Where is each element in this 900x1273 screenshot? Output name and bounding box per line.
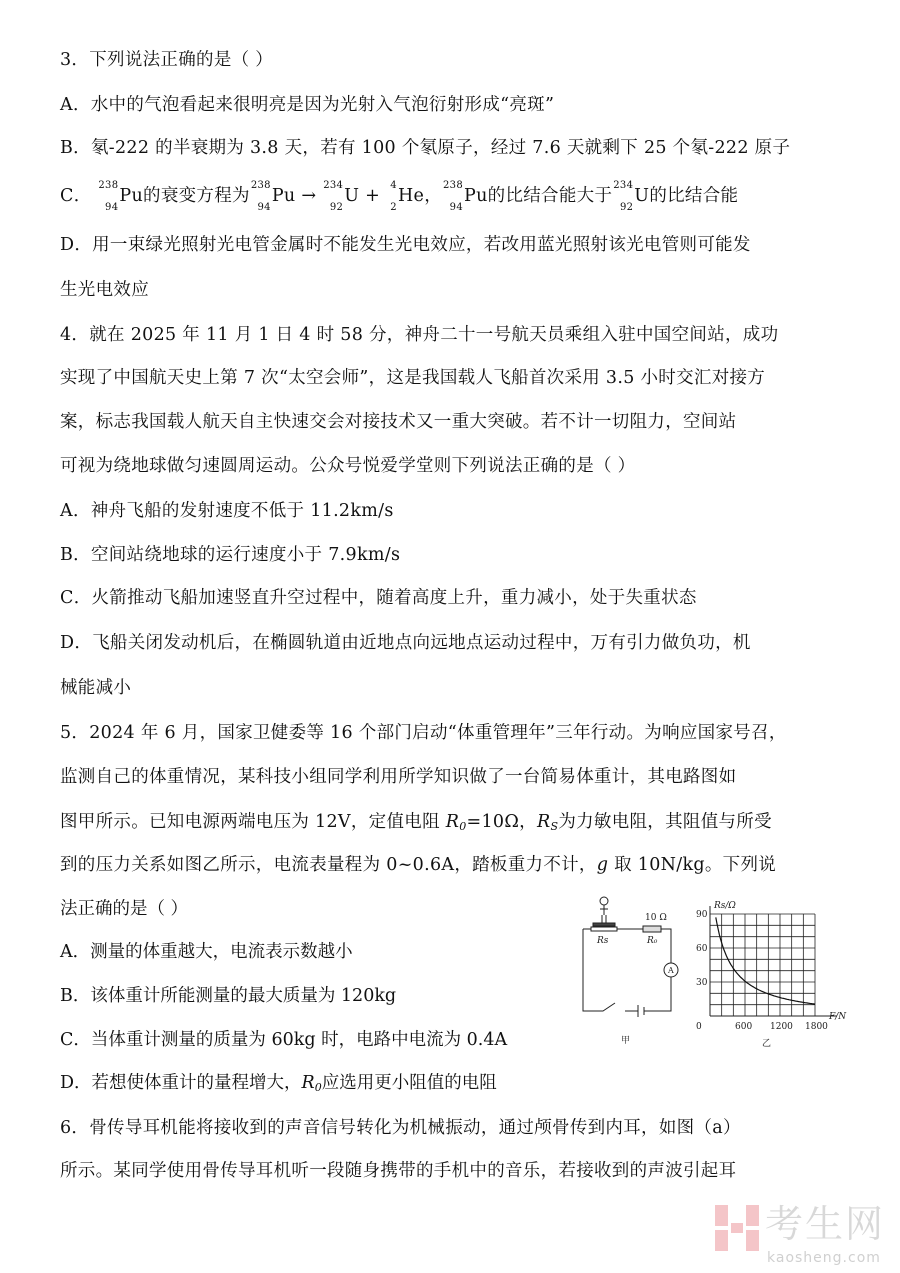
y-tick-label: 60: [696, 944, 708, 954]
graph-caption: 乙: [762, 1039, 772, 1049]
q4-option-d-cont: 械能减小: [60, 678, 132, 698]
q4-stem-3: 案，标志我国载人航天自主快速交会对接技术又一重大突破。若不计一切阻力，空间站: [60, 412, 737, 432]
watermark-site: kaosheng.com: [767, 1250, 881, 1266]
element: Pu: [271, 186, 296, 206]
q3-option-c: [60, 180, 739, 213]
q3-stem: 3．下列说法正确的是（ ）: [60, 50, 274, 70]
text: 的衰变方程为: [143, 186, 250, 206]
element: Pu: [119, 186, 144, 206]
rs-resistor: [591, 927, 617, 931]
r0-label: R₀: [647, 936, 658, 946]
q5-stem-1: 5．2024 年 6 月，国家卫健委等 16 个部门启动“体重管理年”三年行动。为响应国家号召，: [60, 723, 787, 743]
q4-stem-2: 实现了中国航天史上第 7 次“太空会师”，这是我国载人飞船首次采用 3.5 小时交汇对接方: [60, 368, 766, 388]
nuclide: 4 2: [390, 180, 397, 213]
element: He: [397, 186, 425, 206]
pedal: [593, 923, 615, 926]
q3-option-b: B．氡-222 的半衰期为 3.8 天，若有 100 个氡原子，经过 7.6 天就剩下 25 个氡-222 原子: [60, 138, 791, 158]
element: U: [634, 186, 650, 206]
arrow: →: [295, 186, 323, 206]
watermark-logo-icon: [715, 1205, 759, 1251]
nuclide: 238 94: [250, 180, 271, 213]
resistor-value: 10 Ω: [645, 913, 667, 923]
q5-option-d: D．若想使体重计的量程增大，$R_0$应选用更小阻值的电阻: [60, 1073, 497, 1094]
q4-stem-4: 可视为绕地球做匀速圆周运动。公众号悦爱学堂则下列说法正确的是（ ）: [60, 456, 636, 476]
resistance-force-graph: [696, 901, 847, 1049]
x-tick-label: 1800: [805, 1022, 828, 1032]
x-tick-label: 0: [696, 1022, 702, 1032]
q5-option-b: B．该体重计所能测量的最大质量为 120kg: [60, 986, 397, 1006]
q5-stem-4: 到的压力关系如图乙所示，电流表量程为 0~0.6A，踏板重力不计，g 取 10N/kg。下列说: [60, 855, 777, 875]
text: ，: [424, 186, 442, 206]
curve: [716, 917, 815, 1004]
label: C．: [60, 186, 92, 206]
rs-label: Rs: [597, 936, 609, 946]
r0-resistor: [643, 926, 661, 932]
person-body: [600, 905, 608, 923]
q4-option-b: B．空间站绕地球的运行速度小于 7.9km/s: [60, 545, 401, 565]
circuit-diagram: [583, 897, 678, 1046]
ammeter-label: A: [668, 966, 674, 975]
x-tick-label: 1200: [770, 1022, 793, 1032]
q4-option-c: C．火箭推动飞船加速竖直升空过程中，随着高度上升，重力减小，处于失重状态: [60, 588, 697, 608]
q6-stem-2: 所示。某同学使用骨传导耳机听一段随身携带的手机中的音乐，若接收到的声波引起耳: [60, 1161, 737, 1181]
q5-option-a: A．测量的体重越大，电流表示数越小: [60, 942, 353, 962]
nuclide: 234 92: [323, 180, 344, 213]
element: Pu: [464, 186, 488, 206]
watermark-name: 考生网: [765, 1202, 886, 1246]
q4-option-a: A．神舟飞船的发射速度不低于 11.2km/s: [60, 501, 394, 521]
q5-figure: [565, 893, 865, 1053]
y-tick-label: 30: [696, 978, 708, 988]
q3-option-a: A．水中的气泡看起来很明亮是因为光射入气泡衍射形成“亮斑”: [60, 95, 555, 115]
person-icon: [600, 897, 608, 905]
q4-stem-1: 4．就在 2025 年 11 月 1 日 4 时 58 分，神舟二十一号航天员乘组入驻中国空间站，成功: [60, 325, 779, 345]
q5-stem-2: 监测自己的体重情况，某科技小组同学利用所学知识做了一台简易体重计，其电路图如: [60, 767, 737, 787]
circuit-caption: 甲: [621, 1036, 631, 1046]
text: 的比结合能大于: [487, 186, 613, 206]
q6-stem-1: 6．骨传导耳机能将接收到的声音信号转化为机械振动，通过颅骨传到内耳，如图（a）: [60, 1118, 741, 1138]
y-axis-label: Rs/Ω: [714, 901, 736, 911]
battery: [638, 1005, 644, 1017]
q4-option-d: D．飞船关闭发动机后，在椭圆轨道由近地点向远地点运动过程中，万有引力做负功，机: [60, 633, 751, 653]
nuclide: 234 92: [613, 180, 634, 213]
nuclide: 238 94: [98, 180, 119, 213]
q3-option-d-cont: 生光电效应: [60, 280, 149, 300]
x-axis-label: F/N: [829, 1012, 847, 1022]
x-tick-label: 600: [735, 1022, 753, 1032]
text: 的比结合能: [649, 186, 739, 206]
y-tick-label: 90: [696, 910, 708, 920]
plus: +: [359, 186, 386, 206]
q5-option-c: C．当体重计测量的质量为 60kg 时，电路中电流为 0.4A: [60, 1030, 508, 1050]
q5-stem-5: 法正确的是（ ）: [60, 899, 189, 919]
q5-stem-3: 图甲所示。已知电源两端电压为 12V，定值电阻 $R_0=10\Omega$，$R_S$为力敏电阻，其阻值与所受: [60, 812, 772, 833]
nuclide: 238 94: [443, 180, 463, 213]
element: U: [344, 186, 360, 206]
q3-option-d: D．用一束绿光照射光电管金属时不能发生光电效应，若改用蓝光照射该光电管则可能发: [60, 235, 751, 255]
